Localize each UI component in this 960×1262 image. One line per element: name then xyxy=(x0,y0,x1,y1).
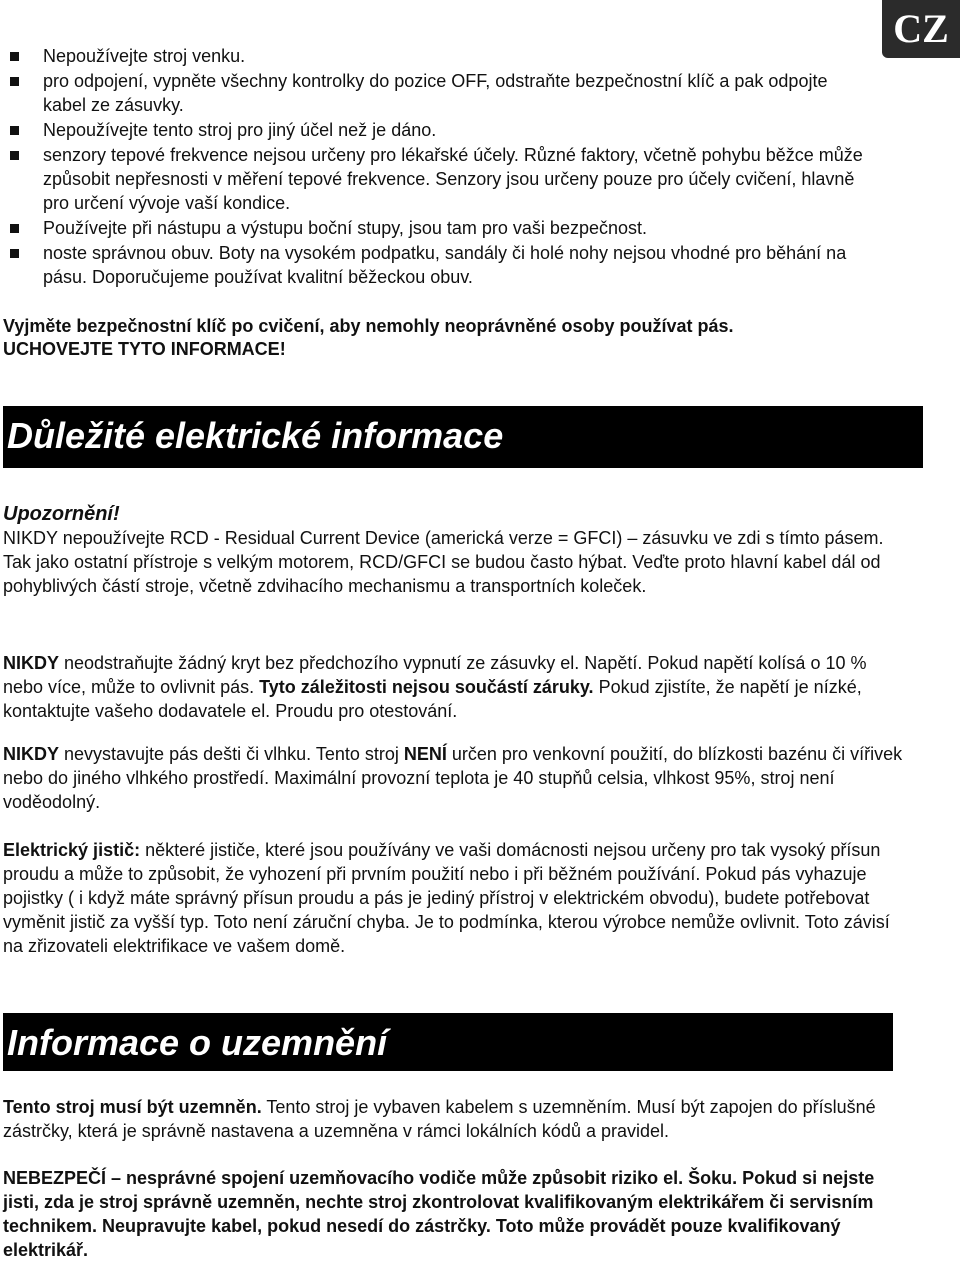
paragraph-text: neodstraňujte žádný kryt bez předchozího vypnutí ze zásuvky el. Napětí. Pokud napětí kolísá o 10 % nebo více, může to ovlivnit pás. xyxy=(3,653,867,697)
grounding-paragraph xyxy=(3,1095,903,1143)
never-label: NIKDY xyxy=(3,744,60,764)
keep-information-notice: UCHOVEJTE TYTO INFORMACE! xyxy=(3,339,286,359)
list-item xyxy=(10,69,870,117)
square-bullet-icon xyxy=(10,126,19,135)
bullet-text: noste správnou obuv. Boty na vysokém podpatku, sandály či holé nohy nejsou vhodné pro běhání na pásu. Doporučujeme používat kvalitní běžeckou obuv. xyxy=(43,243,847,287)
list-item xyxy=(10,118,870,142)
list-item xyxy=(10,44,870,68)
bullet-text: pro odpojení, vypněte všechny kontrolky do pozice OFF, odstraňte bezpečnostní klíč a pak odpojte kabel ze zásuvky. xyxy=(43,71,828,115)
paragraph-text: Pokud zjistíte, že napětí je nízké, kontaktujte vašeho dodavatele el. Proudu pro otestování. xyxy=(3,677,862,721)
caution-subheading: Upozornění! xyxy=(3,503,120,525)
circuit-breaker-label: Elektrický jistič: xyxy=(3,840,141,860)
warning-line: Vyjměte bezpečnostní klíč po cvičení, aby nemohly neoprávněné osoby používat pás. xyxy=(3,316,734,336)
square-bullet-icon xyxy=(10,224,19,233)
section-heading-grounding: Informace o uzemnění xyxy=(3,1013,893,1071)
safety-key-warning xyxy=(3,315,903,361)
list-item xyxy=(10,216,870,240)
warranty-note: Tyto záležitosti nejsou součástí záruky. xyxy=(259,677,594,697)
safety-bullet-list xyxy=(10,44,870,290)
never-label: NIKDY xyxy=(3,528,58,548)
voltage-paragraph xyxy=(3,651,903,723)
danger-paragraph xyxy=(3,1166,903,1262)
caution-paragraph xyxy=(3,502,903,598)
list-item xyxy=(10,241,870,289)
bullet-text: Nepoužívejte stroj venku. xyxy=(43,46,246,66)
list-item xyxy=(10,143,870,215)
grounding-requirement: Tento stroj musí být uzemněn. xyxy=(3,1097,262,1117)
not-label: NENÍ xyxy=(403,744,447,764)
circuit-breaker-paragraph xyxy=(3,838,903,958)
paragraph-text: nevystavujte pás dešti či vlhku. Tento stroj xyxy=(59,744,404,764)
paragraph-text: určen pro venkovní použití, do blízkosti bazénu či vířivek nebo do jiného vlhkého prostředí. Maximální provozní teplota je 40 stupňů celsia, vlhkost 95%, stroj není voděodolný. xyxy=(3,744,903,812)
rcd-paragraph xyxy=(3,526,903,598)
paragraph-text: některé jističe, které jsou používány ve vaši domácnosti nejsou určeny pro tak vysoký přísun proudu a může to způsobit, že vyhození při prvním použití nebo i při běžném používání. Pokud pás vyhazuje pojistky ( i když máte správný přísun proudu a pás je jediný přístroj v elektrickém obvodu), budete potřebovat vyměnit jistič za vyšší typ. Toto není záruční chyba. Je to podmínka, kterou výrobce nemůže ovlivnit. Toto závisí na zřizovateli elektrifikace ve vašem domě. xyxy=(3,840,890,956)
square-bullet-icon xyxy=(10,77,19,86)
language-tab: CZ xyxy=(882,0,960,58)
bullet-text: Nepoužívejte tento stroj pro jiný účel než je dáno. xyxy=(43,120,437,140)
paragraph-text: Tento stroj je vybaven kabelem s uzemněním. Musí být zapojen do příslušné zástrčky, která je správně nastavena a uzemněna v rámci lokálních kódů a pravidel. xyxy=(3,1097,876,1141)
square-bullet-icon xyxy=(10,249,19,258)
bullet-text: Používejte při nástupu a výstupu boční stupy, jsou tam pro vaši bezpečnost. xyxy=(43,218,648,238)
square-bullet-icon xyxy=(10,151,19,160)
bullet-text: senzory tepové frekvence nejsou určeny pro lékařské účely. Různé faktory, včetně pohybu běžce může způsobit nepřesnosti v měření tepové frekvence. Senzory jsou určeny pouze pro účely cvičení, hlavně pro určení vývoje vaší kondice. xyxy=(43,145,863,213)
paragraph-text: nepoužívejte RCD - Residual Current Device (americká verze = GFCI) – zásuvku ve zdi s tímto pásem. Tak jako ostatní přístroje s velkým motorem, RCD/GFCI se budou často hýbat. Veďte proto hlavní kabel dál od pohyblivých částí stroje, včetně zdvihacího mechanismu a transportních koleček. xyxy=(3,528,884,596)
section-heading-electrical: Důležité elektrické informace xyxy=(3,406,923,468)
danger-text: NEBEZPEČÍ – nesprávné spojení uzemňovacího vodiče může způsobit riziko el. Šoku. Pokud si nejste jisti, zda je stroj správně uzemněn, nechte stroj zkontrolovat kvalifikovaným elektrikářem či servisním technikem. Neupravujte kabel, pokud nesedí do zástrčky. Toto může provádět pouze kvalifikovaný elektrikář. xyxy=(3,1168,875,1260)
square-bullet-icon xyxy=(10,52,19,61)
never-label: NIKDY xyxy=(3,653,60,673)
moisture-paragraph xyxy=(3,742,903,814)
